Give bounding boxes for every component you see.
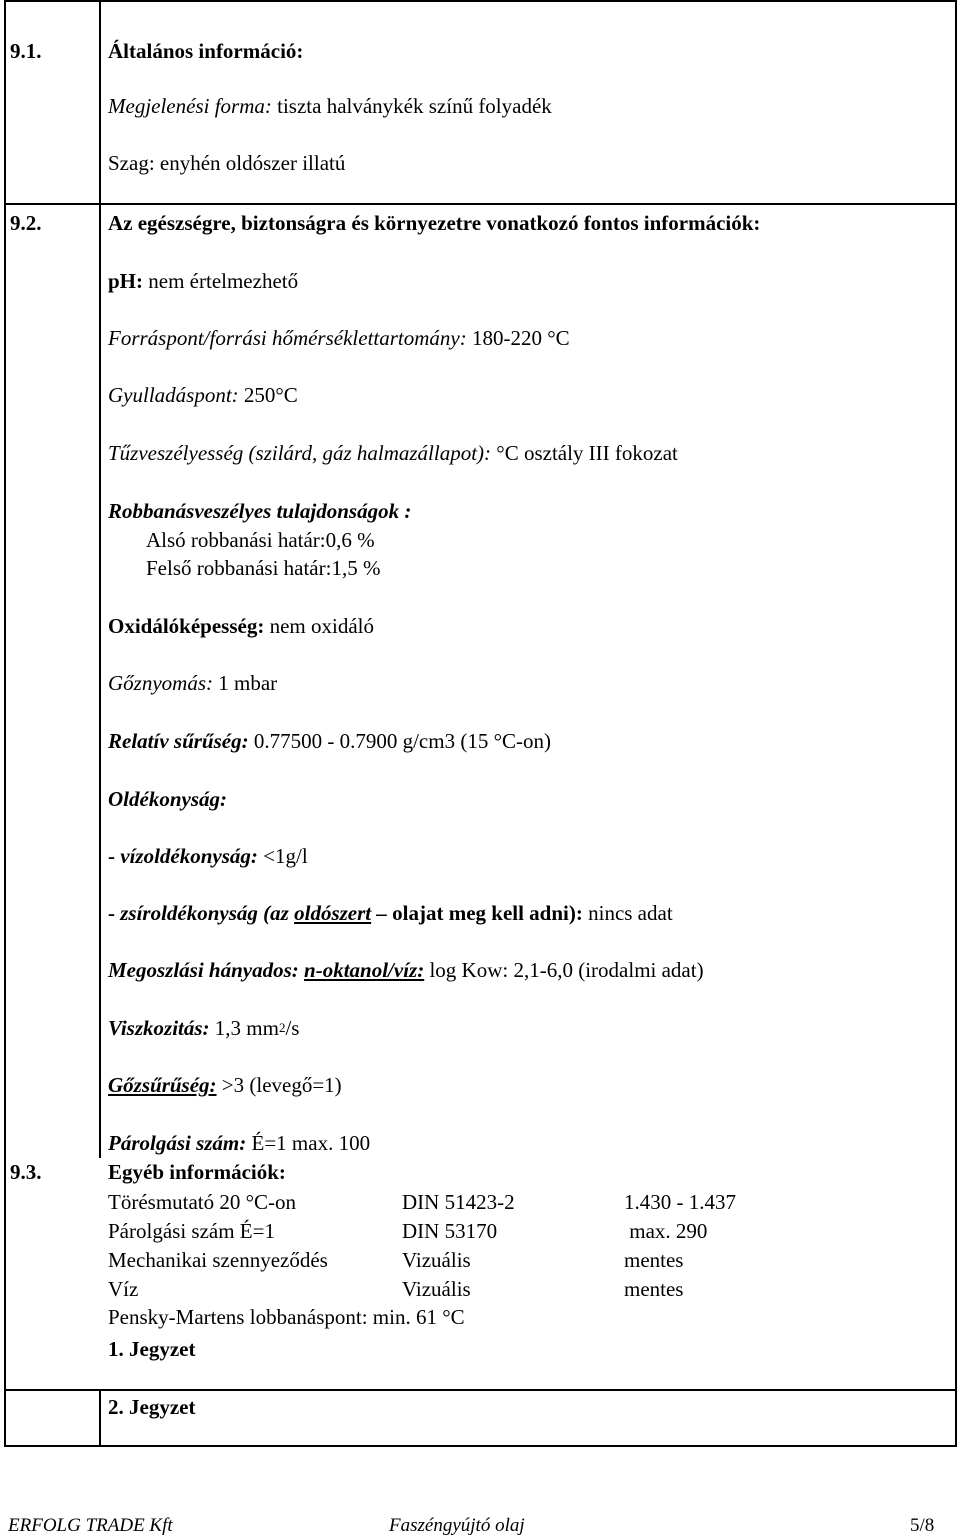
vapor-density-line: [108, 1075, 342, 1096]
other-row-name: Törésmutató 20 °C-on: [108, 1190, 297, 1214]
oxid-value: nem oxidáló: [264, 614, 374, 638]
section-title-9-2: Az egészségre, biztonságra és környezetre vonatkozó fontos információk:: [108, 211, 761, 235]
flash-line: [108, 385, 298, 406]
fat-solubility-note: olajat meg kell adni):: [392, 901, 583, 925]
other-row-value: 1.430 - 1.437: [624, 1190, 736, 1214]
other-row-name: Víz: [108, 1277, 139, 1301]
vapor-pressure-label: Gőznyomás:: [108, 671, 213, 695]
section-number-9-3: 9.3.: [10, 1160, 42, 1184]
section-title-9-3: Egyéb információk:: [108, 1160, 286, 1184]
footer-company: ERFOLG TRADE Kft: [8, 1515, 173, 1536]
explosive-upper: Felső robbanási határ:1,5 %: [146, 556, 381, 580]
solubility-label: Oldékonyság:: [108, 787, 227, 811]
appearance-label: Megjelenési forma:: [108, 94, 272, 118]
viscosity-value: 1,3 mm: [209, 1016, 279, 1040]
fat-solubility-label: zsíroldékonyság (az: [120, 901, 295, 925]
evaporation-label: Párolgási szám:: [108, 1131, 247, 1155]
other-row-method: Vizuális: [402, 1277, 471, 1301]
viscosity-line: [108, 1018, 299, 1039]
water-solubility-line: [108, 846, 308, 867]
partition-value: log Kow: 2,1-6,0 (irodalmi adat): [424, 958, 704, 982]
other-row-method: DIN 53170: [402, 1219, 498, 1243]
section-number-9-1: 9.1.: [10, 39, 42, 63]
divider-9-2: [4, 203, 957, 205]
vapor-density-value: >3 (levegő=1): [216, 1073, 342, 1097]
odor-line: Szag: enyhén oldószer illatú: [108, 151, 346, 175]
evaporation-value: É=1 max. 100: [246, 1131, 371, 1155]
boiling-label: Forráspont/forrási hőmérséklettartomány:: [108, 326, 467, 350]
section-number-9-2: 9.2.: [10, 211, 42, 235]
column-divider-notes: [99, 1389, 101, 1447]
column-divider-9-2: [99, 203, 101, 1158]
partition-line: [108, 960, 704, 981]
divider-notes: [4, 1389, 957, 1391]
water-solubility-label: vízoldékonyság:: [120, 844, 258, 868]
fat-solubility-value: nincs adat: [582, 901, 673, 925]
explosive-label: Robbanásveszélyes tulajdonságok :: [108, 499, 412, 523]
note-2: 2. Jegyzet: [108, 1395, 196, 1419]
appearance-line: [108, 96, 552, 117]
viscosity-label: Viszkozitás:: [108, 1016, 210, 1040]
note-1: 1. Jegyzet: [108, 1337, 196, 1361]
other-row-method: Vizuális: [402, 1248, 471, 1272]
fat-solubility-line: [108, 903, 673, 924]
flash-label: Gyulladáspont:: [108, 383, 239, 407]
column-divider-9-1: [99, 0, 101, 203]
appearance-value: tiszta halványkék színű folyadék: [271, 94, 552, 118]
fat-solubility-solvent: oldószert: [294, 901, 372, 925]
fat-solubility-dash2: –: [371, 901, 393, 925]
density-value: 0.77500 - 0.7900 g/cm3 (15 °C-on): [248, 729, 551, 753]
footer-product: Faszéngyújtó olaj: [389, 1515, 525, 1536]
density-line: [108, 731, 551, 752]
boiling-line: [108, 328, 570, 349]
fire-value: °C osztály III fokozat: [491, 441, 678, 465]
boiling-value: 180-220 °C: [466, 326, 570, 350]
water-solubility-dash: -: [108, 844, 121, 868]
water-solubility-value: <1g/l: [257, 844, 308, 868]
vapor-pressure-line: [108, 673, 277, 694]
evaporation-line: [108, 1133, 370, 1154]
ph-line: [108, 271, 298, 292]
oxid-label: Oxidálóképesség:: [108, 614, 265, 638]
other-row-value: max. 290: [624, 1219, 708, 1243]
ph-value: nem értelmezhető: [143, 269, 299, 293]
pensky-line: Pensky-Martens lobbanáspont: min. 61 °C: [108, 1305, 465, 1329]
oxid-line: [108, 616, 374, 637]
partition-label-2: n-oktanol/víz:: [304, 958, 425, 982]
section-title-9-1: Általános információ:: [108, 39, 304, 63]
other-row-value: mentes: [624, 1277, 684, 1301]
explosive-lower: Alsó robbanási határ:0,6 %: [146, 528, 375, 552]
divider-top: [4, 0, 957, 2]
fire-line: [108, 443, 678, 464]
other-row-method: DIN 51423-2: [402, 1190, 515, 1214]
other-row-name: Mechanikai szennyeződés: [108, 1248, 328, 1272]
viscosity-unit: /s: [285, 1016, 300, 1040]
flash-value: 250°C: [238, 383, 298, 407]
vapor-density-label: Gőzsűrűség:: [108, 1073, 217, 1097]
vapor-pressure-value: 1 mbar: [213, 671, 278, 695]
fat-solubility-dash: -: [108, 901, 121, 925]
fire-label: Tűzveszélyesség (szilárd, gáz halmazállapot):: [108, 441, 492, 465]
density-label: Relatív sűrűség:: [108, 729, 249, 753]
ph-label: pH:: [108, 269, 144, 293]
partition-label: Megoszlási hányados:: [108, 958, 305, 982]
footer-page-number: 5/8: [910, 1515, 935, 1536]
other-row-value: mentes: [624, 1248, 684, 1272]
viscosity-superscript: 2: [278, 1020, 286, 1035]
other-row-name: Párolgási szám É=1: [108, 1219, 275, 1243]
